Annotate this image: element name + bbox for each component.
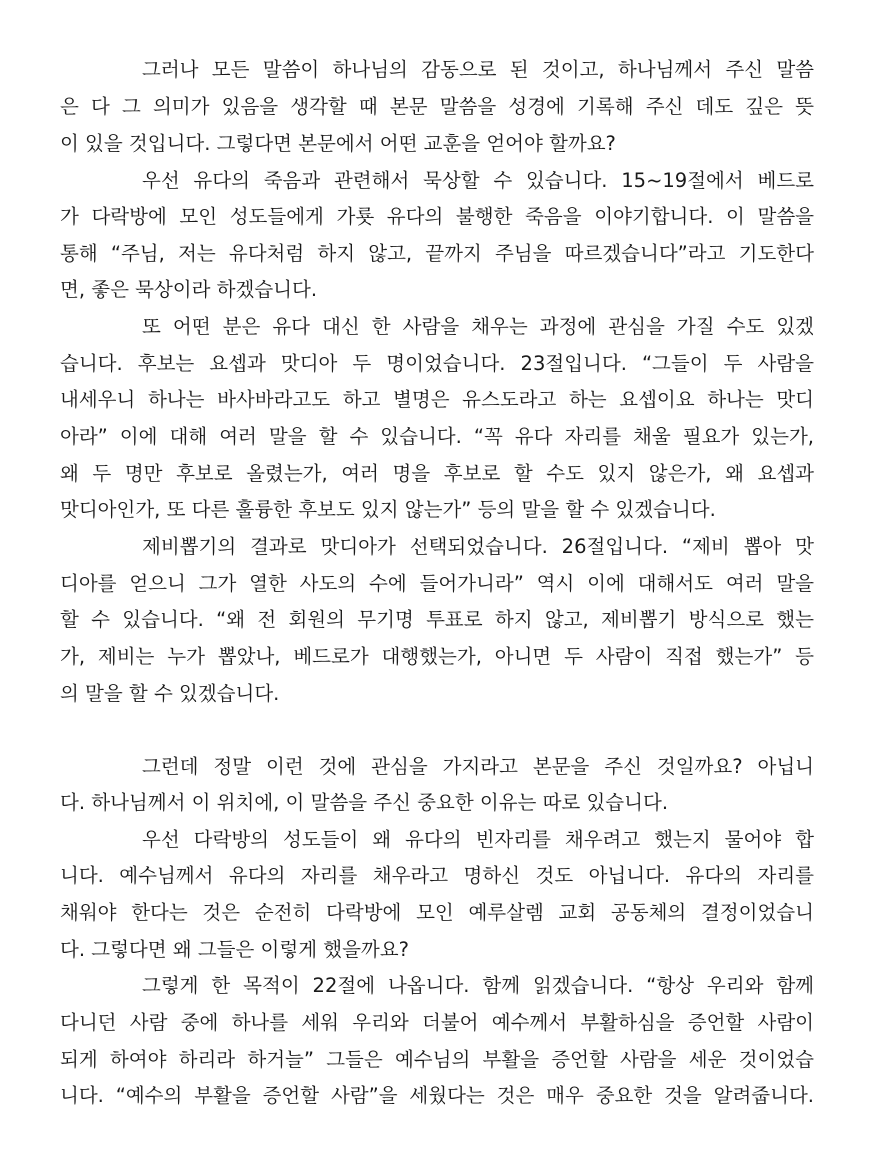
text-line: 디아를 얻으니 그가 열한 사도의 수에 들어가니라” 역시 이에 대해서도 여러 말을 (60, 572, 814, 595)
text-line: 그렇게 한 목적이 22절에 나옵니다. 함께 읽겠습니다. “항상 우리와 함께 (142, 974, 814, 997)
text-line: 내세우니 하나는 바사바라고도 하고 별명은 유스도라고 하는 요셉이요 하나는 맛디 (60, 388, 814, 411)
text-line: 그러나 모든 말씀이 하나님의 감동으로 된 것이고, 하나님께서 주신 말씀 (142, 58, 814, 81)
text-line: 다니던 사람 중에 하나를 세워 우리와 더불어 예수께서 부활하심을 증언할 사람이 (60, 1011, 814, 1034)
text-line: 할 수 있습니다. “왜 전 회원의 무기명 투표로 하지 않고, 제비뽑기 방식으로 했는 (60, 608, 814, 631)
text-line: 우선 유다의 죽음과 관련해서 묵상할 수 있습니다. 15~19절에서 베드로 (142, 169, 814, 192)
text-line: 아라” 이에 대해 여러 말을 할 수 있습니다. “꼭 유다 자리를 채울 필요가 있는가, (60, 425, 814, 448)
text-line: 채워야 한다는 것은 순전히 다락방에 모인 예루살렘 교회 공동체의 결정이었습니 (60, 901, 814, 924)
text-line: 그런데 정말 이런 것에 관심을 가지라고 본문을 주신 것일까요? 아닙니 (142, 755, 814, 778)
text-line: 되게 하여야 하리라 하거늘” 그들은 예수님의 부활을 증언할 사람을 세운 것이었습 (60, 1048, 814, 1071)
text-line: 면, 좋은 묵상이라 하겠습니다. (60, 278, 318, 301)
text-line: 통해 “주님, 저는 유다처럼 하지 않고, 끝까지 주님을 따르겠습니다”라고 기도한다 (60, 242, 814, 265)
text-line: 은 다 그 의미가 있음을 생각할 때 본문 말씀을 성경에 기록해 주신 데도 깊은 뜻 (60, 95, 814, 118)
text-line: 우선 다락방의 성도들이 왜 유다의 빈자리를 채우려고 했는지 물어야 합 (142, 828, 814, 851)
text-line: 니다. 예수님께서 유다의 자리를 채우라고 명하신 것도 아닙니다. 유다의 자리를 (60, 864, 814, 887)
text-line: 가, 제비는 누가 뽑았나, 베드로가 대행했는가, 아니면 두 사람이 직접 했는가” 등 (60, 645, 814, 668)
text-line: 왜 두 명만 후보로 올렸는가, 여러 명을 후보로 할 수도 있지 않은가, 왜 요셉과 (60, 462, 814, 485)
text-line: 이 있을 것입니다. 그렇다면 본문에서 어떤 교훈을 얻어야 할까요? (60, 132, 616, 155)
text-line: 맛디아인가, 또 다른 훌륭한 후보도 있지 않는가” 등의 말을 할 수 있겠습니다. (60, 498, 716, 521)
text-line: 제비뽑기의 결과로 맛디아가 선택되었습니다. 26절입니다. “제비 뽑아 맛 (142, 535, 814, 558)
text-line: 니다. “예수의 부활을 증언할 사람”을 세웠다는 것은 매우 중요한 것을 알려줍니다. (60, 1084, 814, 1107)
text-line: 의 말을 할 수 있겠습니다. (60, 682, 280, 705)
text-line: 가 다락방에 모인 성도들에게 가룟 유다의 불행한 죽음을 이야기합니다. 이 말씀을 (60, 205, 814, 228)
text-line: 또 어떤 분은 유다 대신 한 사람을 채우는 과정에 관심을 가질 수도 있겠 (142, 315, 814, 338)
text-line: 다. 그렇다면 왜 그들은 이렇게 했을까요? (60, 938, 409, 961)
text-line: 다. 하나님께서 이 위치에, 이 말씀을 주신 중요한 이유는 따로 있습니다. (60, 791, 669, 814)
text-line: 습니다. 후보는 요셉과 맛디아 두 명이었습니다. 23절입니다. “그들이 두 사람을 (60, 352, 814, 375)
